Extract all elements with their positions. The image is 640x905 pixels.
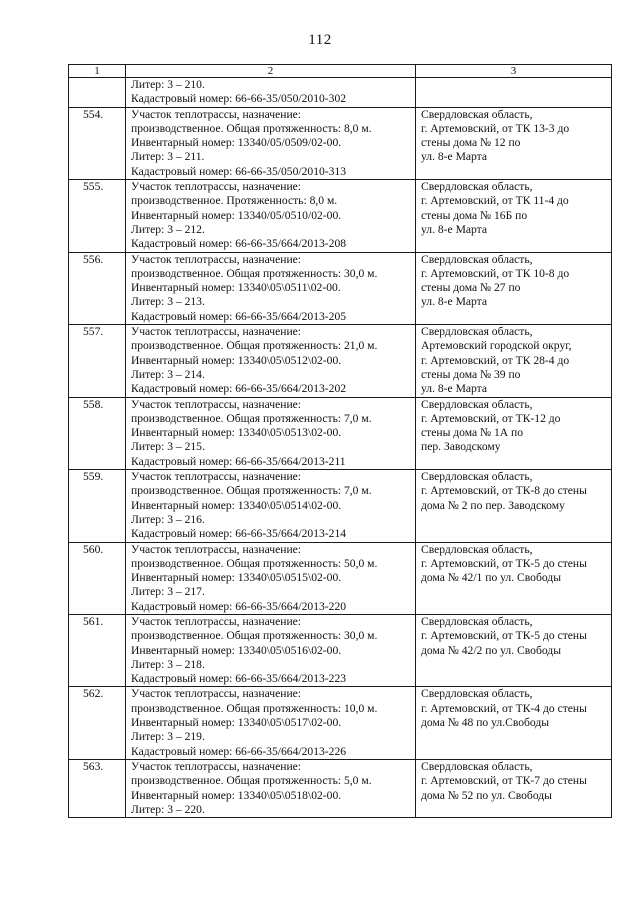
- description-line: Участок теплотрассы, назначение:: [131, 542, 302, 556]
- description-cell: [126, 325, 416, 397]
- description-line: Литер: 3 – 210.: [131, 78, 205, 91]
- row-number-cell: 561.: [69, 614, 126, 686]
- column-header-address: 3: [416, 65, 612, 78]
- address-cell: [416, 759, 612, 817]
- description-line: Участок теплотрассы, назначение:: [131, 759, 302, 773]
- description-cell: [126, 759, 416, 817]
- description-line: Литер: 3 – 218.: [131, 657, 205, 671]
- description-cell: [126, 687, 416, 759]
- address-line: стены дома № 12 по: [421, 136, 521, 150]
- address-cell: [416, 470, 612, 542]
- address-line: г. Артемовский, от ТК-5 до стены: [421, 629, 587, 643]
- address-cell: [416, 107, 612, 179]
- description-cell: [126, 397, 416, 469]
- description-cell: [126, 542, 416, 614]
- description-line: Кадастровый номер: 66-66-35/664/2013-226: [131, 744, 347, 758]
- description-line: Участок теплотрассы, назначение:: [131, 252, 302, 266]
- table-row: [69, 107, 612, 179]
- row-number-cell: 555.: [69, 180, 126, 252]
- address-line: г. Артемовский, от ТК 13-3 до: [421, 121, 570, 135]
- description-line: Кадастровый номер: 66-66-35/664/2013-208: [131, 237, 347, 251]
- address-line: г. Артемовский, от ТК-12 до: [421, 411, 561, 425]
- description-line: производственное. Общая протяженность: 8,0 м.: [131, 121, 372, 135]
- address-cell: [416, 252, 612, 324]
- address-line: Свердловская область,: [421, 252, 533, 266]
- address-line: г. Артемовский, от ТК 11-4 до: [421, 194, 569, 208]
- continuation-row: [69, 78, 612, 108]
- address-line: Свердловская область,: [421, 107, 533, 121]
- description-line: Кадастровый номер: 66-66-35/664/2013-202: [131, 382, 347, 396]
- column-header-number: 1: [69, 65, 126, 78]
- description-line: производственное. Общая протяженность: 7,0 м.: [131, 411, 372, 425]
- address-line: стены дома № 27 по: [421, 281, 521, 295]
- description-line: Кадастровый номер: 66-66-35/664/2013-220: [131, 599, 347, 613]
- description-line: производственное. Общая протяженность: 30,0 м.: [131, 266, 378, 280]
- table-row: [69, 759, 612, 817]
- description-line: производственное. Протяженность: 8,0 м.: [131, 194, 338, 208]
- description-line: Кадастровый номер: 66-66-35/664/2013-205: [131, 309, 347, 323]
- address-line: Свердловская область,: [421, 470, 533, 484]
- description-line: Инвентарный номер: 13340\05\0516\02-00.: [131, 643, 342, 657]
- description-line: Участок теплотрассы, назначение:: [131, 687, 302, 701]
- description-line: Кадастровый номер: 66-66-35/664/2013-214: [131, 527, 347, 541]
- column-header-description: 2: [126, 65, 416, 78]
- description-line: Литер: 3 – 212.: [131, 222, 205, 236]
- address-line: пер. Заводскому: [421, 440, 501, 454]
- address-cell: [416, 180, 612, 252]
- description-line: Инвентарный номер: 13340\05\0512\02-00.: [131, 353, 342, 367]
- description-cell: [126, 614, 416, 686]
- address-cell: [416, 397, 612, 469]
- description-line: Инвентарный номер: 13340\05\0515\02-00.: [131, 571, 342, 585]
- description-line: производственное. Общая протяженность: 5,0 м.: [131, 774, 372, 788]
- table-row: [69, 325, 612, 397]
- row-number-cell: 562.: [69, 687, 126, 759]
- address-cell: [416, 614, 612, 686]
- description-line: производственное. Общая протяженность: 30,0 м.: [131, 629, 378, 643]
- description-line: Инвентарный номер: 13340\05\0518\02-00.: [131, 788, 342, 802]
- description-line: Литер: 3 – 219.: [131, 730, 205, 744]
- description-line: Кадастровый номер: 66-66-35/664/2013-223: [131, 672, 347, 686]
- description-line: Участок теплотрассы, назначение:: [131, 325, 302, 339]
- table-row: [69, 542, 612, 614]
- description-line: Участок теплотрассы, назначение:: [131, 107, 302, 121]
- address-line: ул. 8-е Марта: [421, 295, 488, 309]
- address-line: ул. 8-е Марта: [421, 222, 488, 236]
- address-line: ул. 8-е Марта: [421, 382, 488, 396]
- address-line: Свердловская область,: [421, 397, 533, 411]
- description-cell: [126, 78, 416, 108]
- description-cell: [126, 180, 416, 252]
- address-line: г. Артемовский, от ТК-5 до стены: [421, 556, 587, 570]
- address-line: Свердловская область,: [421, 180, 533, 194]
- description-line: Литер: 3 – 220.: [131, 802, 205, 816]
- row-number-cell: 560.: [69, 542, 126, 614]
- row-number-cell: 554.: [69, 107, 126, 179]
- address-line: стены дома № 1А по: [421, 426, 524, 440]
- address-cell: [416, 542, 612, 614]
- address-line: дома № 48 по ул.Свободы: [421, 716, 550, 730]
- table-body: [69, 78, 612, 818]
- address-line: Свердловская область,: [421, 687, 533, 701]
- description-line: Кадастровый номер: 66-66-35/050/2010-313: [131, 164, 347, 178]
- description-line: Инвентарный номер: 13340/05/0510/02-00.: [131, 208, 342, 222]
- address-line: дома № 42/1 по ул. Свободы: [421, 571, 561, 585]
- table-row: [69, 614, 612, 686]
- address-line: дома № 52 по ул. Свободы: [421, 788, 552, 802]
- description-cell: [126, 252, 416, 324]
- description-line: производственное. Общая протяженность: 7,0 м.: [131, 484, 372, 498]
- address-line: Артемовский городской округ,: [421, 339, 572, 353]
- description-line: Участок теплотрассы, назначение:: [131, 180, 302, 194]
- description-line: Инвентарный номер: 13340\05\0511\02-00.: [131, 281, 341, 295]
- address-cell: [416, 325, 612, 397]
- row-number-cell: 559.: [69, 470, 126, 542]
- row-number-cell: 556.: [69, 252, 126, 324]
- description-line: Инвентарный номер: 13340/05/0509/02-00.: [131, 136, 342, 150]
- table-row: [69, 397, 612, 469]
- address-line: ул. 8-е Марта: [421, 150, 488, 164]
- address-cell: [416, 78, 612, 108]
- description-line: Инвентарный номер: 13340\05\0517\02-00.: [131, 716, 342, 730]
- address-line: г. Артемовский, от ТК-8 до стены: [421, 484, 587, 498]
- description-line: Инвентарный номер: 13340\05\0514\02-00.: [131, 498, 342, 512]
- address-line: дома № 2 по пер. Заводскому: [421, 498, 565, 512]
- table-header-row: [69, 65, 612, 78]
- row-number-cell: 558.: [69, 397, 126, 469]
- description-line: Литер: 3 – 211.: [131, 150, 205, 164]
- description-line: Литер: 3 – 214.: [131, 367, 205, 381]
- description-line: Участок теплотрассы, назначение:: [131, 397, 302, 411]
- address-line: стены дома № 39 по: [421, 367, 521, 381]
- row-number-cell: 563.: [69, 759, 126, 817]
- address-cell: [416, 687, 612, 759]
- description-line: Литер: 3 – 217.: [131, 585, 205, 599]
- description-line: Участок теплотрассы, назначение:: [131, 470, 302, 484]
- property-registry-table: [68, 64, 612, 818]
- table-row: [69, 180, 612, 252]
- row-number-cell: 557.: [69, 325, 126, 397]
- address-line: Свердловская область,: [421, 542, 533, 556]
- description-line: производственное. Общая протяженность: 10,0 м.: [131, 701, 378, 715]
- description-line: Литер: 3 – 213.: [131, 295, 205, 309]
- description-line: Инвентарный номер: 13340\05\0513\02-00.: [131, 426, 342, 440]
- description-line: Литер: 3 – 216.: [131, 512, 205, 526]
- table-row: [69, 470, 612, 542]
- description-cell: [126, 470, 416, 542]
- table-row: [69, 687, 612, 759]
- row-number-cell: [69, 78, 126, 108]
- description-line: производственное. Общая протяженность: 50,0 м.: [131, 556, 378, 570]
- address-line: Свердловская область,: [421, 759, 533, 773]
- address-line: г. Артемовский, от ТК 10-8 до: [421, 266, 570, 280]
- address-line: Свердловская область,: [421, 325, 533, 339]
- description-cell: [126, 107, 416, 179]
- page-number: 112: [308, 32, 332, 48]
- description-line: Литер: 3 – 215.: [131, 440, 205, 454]
- address-line: стены дома № 16Б по: [421, 208, 528, 222]
- address-line: г. Артемовский, от ТК-4 до стены: [421, 701, 587, 715]
- table-row: [69, 252, 612, 324]
- address-line: г. Артемовский, от ТК-7 до стены: [421, 774, 587, 788]
- description-line: производственное. Общая протяженность: 21,0 м.: [131, 339, 378, 353]
- address-line: Свердловская область,: [421, 614, 533, 628]
- description-line: Кадастровый номер: 66-66-35/050/2010-302: [131, 92, 347, 106]
- address-line: г. Артемовский, от ТК 28-4 до: [421, 353, 570, 367]
- description-line: Участок теплотрассы, назначение:: [131, 614, 302, 628]
- description-line: Кадастровый номер: 66-66-35/664/2013-211: [131, 454, 346, 468]
- address-line: дома № 42/2 по ул. Свободы: [421, 643, 561, 657]
